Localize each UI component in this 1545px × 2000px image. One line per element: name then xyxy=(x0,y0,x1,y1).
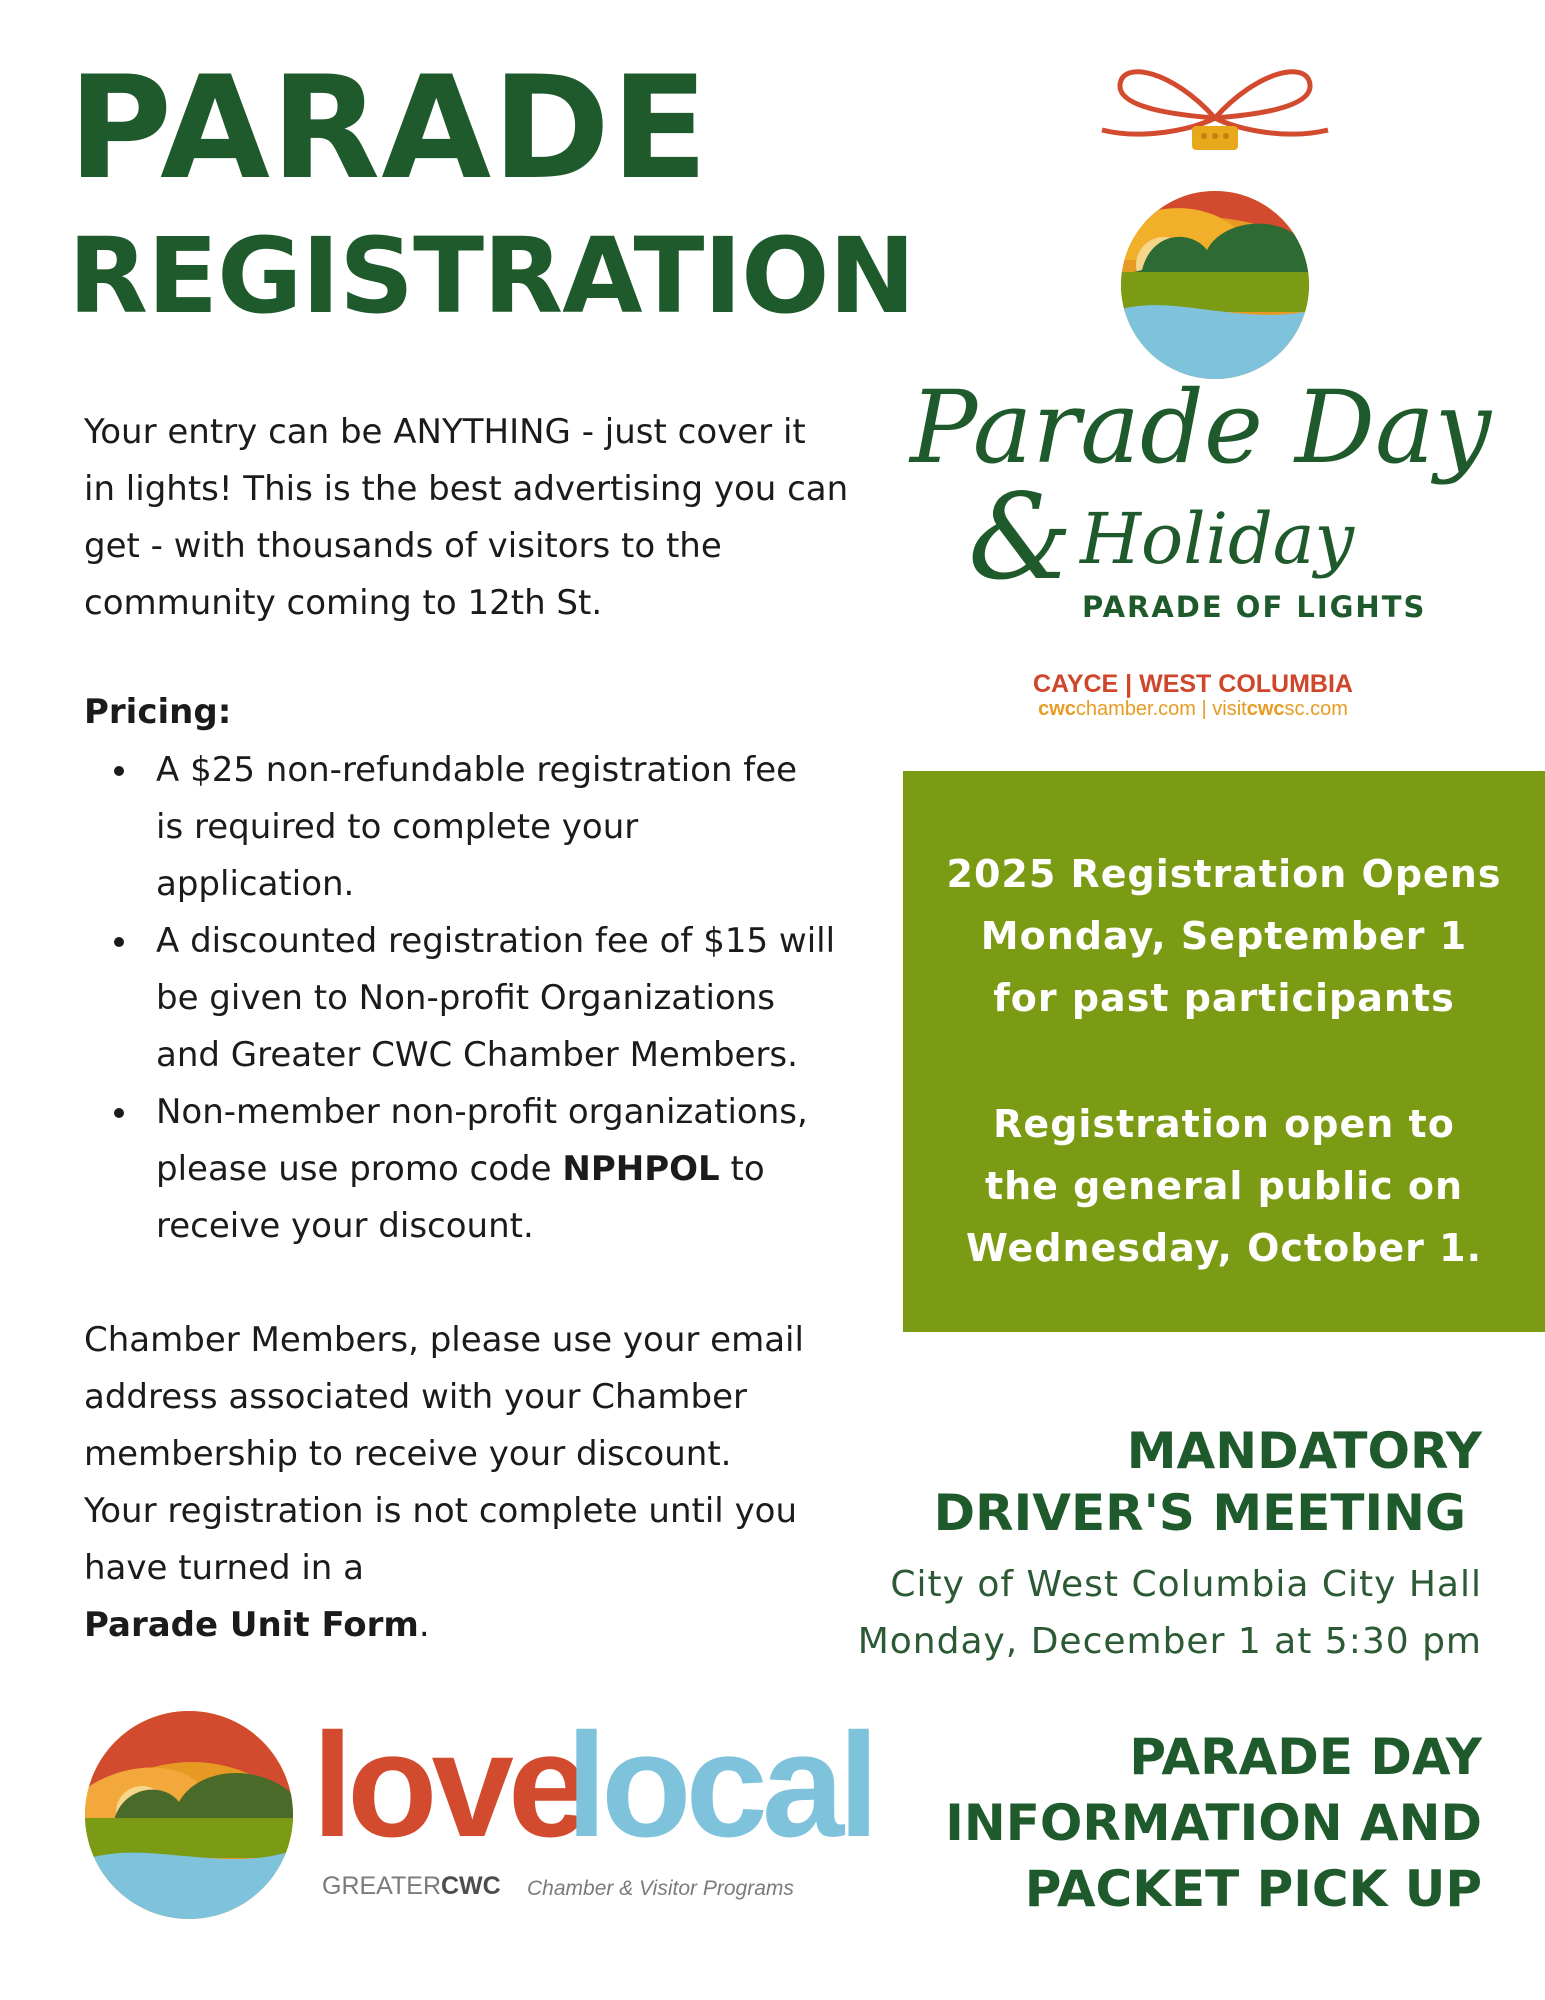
ornament-logo-icon xyxy=(1082,60,1342,390)
pricing-item xyxy=(112,742,872,913)
members-punct: . xyxy=(418,1605,430,1645)
intro-paragraph xyxy=(84,404,884,632)
pricing-item-line: Non-member non-profit organizations, xyxy=(156,1092,808,1132)
logo-script-parade-day: Parade Day xyxy=(910,369,1492,486)
meeting-title-line: MANDATORY xyxy=(1126,1422,1482,1480)
parade-day-line: INFORMATION AND xyxy=(945,1794,1482,1852)
love-local-circle-icon xyxy=(84,1710,294,1920)
pricing-item-line: receive your discount. xyxy=(156,1206,534,1246)
site2-bold: cwc xyxy=(1246,698,1285,720)
pricing-item xyxy=(112,913,872,1084)
intro-line: community coming to 12th St. xyxy=(84,583,603,623)
pricing-item-line: is required to complete your xyxy=(156,807,639,847)
reg-line: for past participants xyxy=(993,976,1455,1020)
meeting-datetime: Monday, December 1 at 5:30 pm xyxy=(857,1621,1482,1662)
greater-cwc-label xyxy=(322,1872,501,1901)
bullet-icon xyxy=(114,937,124,947)
site2-rest: sc.com xyxy=(1284,698,1348,720)
members-paragraph xyxy=(84,1312,884,1654)
pricing-heading: Pricing: xyxy=(84,692,232,732)
bullet-icon xyxy=(114,766,124,776)
love-wordmark: love xyxy=(312,1703,585,1868)
pricing-item-line: and Greater CWC Chamber Members. xyxy=(156,1035,798,1075)
parade-unit-form-label: Parade Unit Form xyxy=(84,1605,419,1645)
title-registration: REGISTRATION xyxy=(68,215,915,337)
members-line: Your registration is not complete until you xyxy=(84,1491,798,1531)
meeting-location: City of West Columbia City Hall xyxy=(890,1564,1482,1605)
parade-day-line: PACKET PICK UP xyxy=(1024,1860,1482,1918)
pricing-item-line: be given to Non-profit Organizations xyxy=(156,978,775,1018)
pricing-item-line: A $25 non-refundable registration fee xyxy=(156,750,798,790)
reg-line: Monday, September 1 xyxy=(980,914,1468,958)
logo-script-holiday: Holiday xyxy=(1080,498,1355,580)
reg-line: Wednesday, October 1. xyxy=(965,1226,1483,1270)
parade-day-info xyxy=(945,1724,1482,1922)
registration-dates-box xyxy=(903,771,1545,1332)
members-line: address associated with your Chamber xyxy=(84,1377,747,1417)
reg-line: the general public on xyxy=(984,1164,1464,1208)
logo-parade-of-lights: PARADE OF LIGHTS xyxy=(1082,590,1427,624)
bullet-icon xyxy=(114,1108,124,1118)
logo-city: CAYCE | WEST COLUMBIA xyxy=(1033,670,1353,698)
pricing-item xyxy=(112,1084,872,1255)
reg-line: Registration open to xyxy=(993,1102,1455,1146)
site-separator: | xyxy=(1195,698,1213,720)
title-parade: PARADE xyxy=(68,46,710,211)
cwc-text: CWC xyxy=(441,1872,501,1900)
chamber-visitor-programs: Chamber & Visitor Programs xyxy=(527,1877,794,1900)
intro-line: get - with thousands of visitors to the xyxy=(84,526,722,566)
greater-text: GREATER xyxy=(322,1872,441,1900)
members-line: membership to receive your discount. xyxy=(84,1434,732,1474)
reg-line: 2025 Registration Opens xyxy=(946,852,1502,896)
meeting-title-line: DRIVER'S MEETING xyxy=(933,1484,1466,1542)
promo-post: to xyxy=(719,1149,765,1189)
logo-websites xyxy=(1008,698,1378,721)
promo-code: NPHPOL xyxy=(562,1149,720,1189)
members-line: Chamber Members, please use your email xyxy=(84,1320,804,1360)
parade-day-line: PARADE DAY xyxy=(1129,1728,1482,1786)
promo-pre: please use promo code xyxy=(156,1149,563,1189)
meeting-details xyxy=(858,1556,1482,1670)
intro-line: in lights! This is the best advertising you can xyxy=(84,469,849,509)
local-wordmark: local xyxy=(566,1703,874,1868)
members-line: have turned in a xyxy=(84,1548,364,1588)
site1-rest: chamber.com xyxy=(1075,698,1196,720)
members-line xyxy=(84,1597,884,1654)
pricing-item-line xyxy=(156,1141,872,1198)
intro-line: Your entry can be ANYTHING - just cover it xyxy=(84,412,806,452)
site2-pre: visit xyxy=(1212,698,1247,720)
pricing-item-line: application. xyxy=(156,864,355,904)
logo-ampersand: & xyxy=(968,468,1074,606)
site1-bold: cwc xyxy=(1038,698,1076,720)
pricing-item-line: A discounted registration fee of $15 will xyxy=(156,921,836,961)
pricing-list xyxy=(112,742,872,1255)
meeting-title xyxy=(934,1420,1482,1544)
